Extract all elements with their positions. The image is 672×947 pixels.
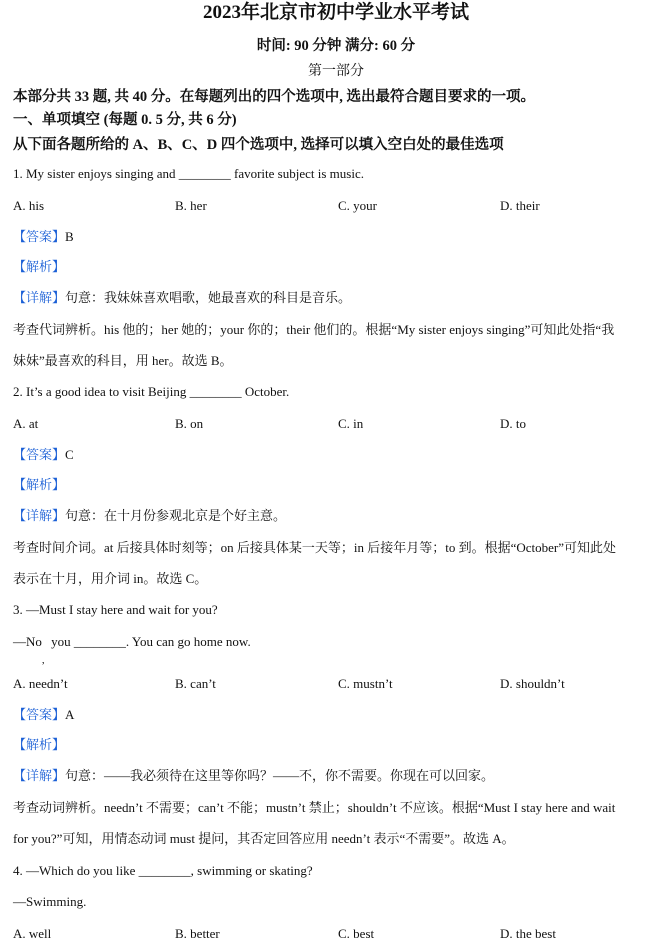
- instruction-line-3: 从下面各题所给的 A、B、C、D 四个选项中, 选择可以填入空白处的最佳选项: [13, 137, 504, 153]
- q3-reply-no: —No: [13, 634, 42, 649]
- analysis-label: 【解析】: [13, 259, 66, 274]
- q2-detail: [13, 507, 664, 525]
- detail-label: 【详解】: [13, 290, 66, 305]
- q3-answer-value: A: [65, 707, 75, 722]
- question-4-stem: 4. —Which do you like ________, swimming or skating?: [13, 863, 313, 878]
- q3-analysis: [13, 736, 664, 754]
- q2-option-d: D. to: [500, 416, 526, 431]
- answer-label: 【答案】: [13, 229, 66, 244]
- q1-option-a: A. his: [13, 198, 45, 213]
- q3-option-d: D. shouldn’t: [500, 676, 565, 691]
- q1-detail-text: 句意：我妹妹喜欢唱歌，她最喜欢的科目是音乐。: [65, 290, 352, 305]
- answer-label: 【答案】: [13, 447, 66, 462]
- instruction-line-1: 本部分共 33 题, 共 40 分。在每题列出的四个选项中, 选出最符合题目要求的一项。: [13, 89, 535, 105]
- question-3-stem: 3. —Must I stay here and wait for you?: [13, 602, 218, 617]
- q3-option-b: B. can’t: [175, 676, 216, 691]
- q4-option-a: A. well: [13, 926, 52, 941]
- q4-option-d: D. the best: [500, 926, 556, 941]
- q1-option-d: D. their: [500, 198, 540, 213]
- q3-detail-text: 句意：——我必须待在这里等你吗？——不，你不需要。你现在可以回家。: [65, 768, 495, 783]
- q2-explain-2: 表示在十月，用介词 in。故选 C。: [13, 571, 208, 586]
- q2-detail-text: 句意：在十月份参观北京是个好主意。: [65, 508, 287, 523]
- q4-option-c: C. best: [338, 926, 375, 941]
- q3-explain-1: 考查动词辨析。needn’t 不需要；can’t 不能；mustn’t 禁止；shouldn’t 不应该。根据“Must I stay here and wait: [13, 800, 616, 815]
- q2-option-a: A. at: [13, 416, 39, 431]
- section-heading: 一、单项填空 (每题 0. 5 分, 共 6 分): [13, 112, 237, 128]
- q3-option-a: A. needn’t: [13, 676, 68, 691]
- q2-option-b: B. on: [175, 416, 204, 431]
- q2-analysis: [13, 476, 664, 494]
- q1-answer-value: B: [65, 229, 74, 244]
- analysis-label: 【解析】: [13, 477, 66, 492]
- analysis-label: 【解析】: [13, 737, 66, 752]
- question-3-reply: —No , you ________. You can go home now.: [13, 634, 251, 666]
- q2-answer: [13, 446, 664, 464]
- q3-detail: [13, 767, 664, 785]
- detail-label: 【详解】: [13, 508, 66, 523]
- exam-time-info: 时间: 90 分钟 满分: 60 分: [256, 38, 416, 54]
- q1-detail: [13, 289, 664, 307]
- q3-answer: [13, 706, 664, 724]
- q1-analysis: [13, 258, 664, 276]
- q1-answer: [13, 228, 664, 246]
- part-heading: 第一部分: [308, 64, 364, 79]
- q3-explain-2: for you?”可知，用情态动词 must 提问，其否定回答应用 needn’t 表示“不需要”。故选 A。: [13, 831, 515, 846]
- q4-option-b: B. better: [175, 926, 220, 941]
- q2-explain-1: 考查时间介词。at 后接具体时刻等；on 后接具体某一天等；in 后接年月等；to 到。根据“October”可知此处: [13, 540, 617, 555]
- question-1-stem: 1. My sister enjoys singing and ________ favorite subject is music.: [13, 166, 364, 181]
- q2-answer-value: C: [65, 447, 74, 462]
- q1-explain-2: 妹妹”最喜欢的科目，用 her。故选 B。: [13, 353, 233, 368]
- q1-option-b: B. her: [175, 198, 207, 213]
- q1-option-c: C. your: [338, 198, 377, 213]
- detail-label: 【详解】: [13, 768, 66, 783]
- q3-reply-rest: you ________. You can go home now.: [51, 634, 251, 649]
- page-title: 2023年北京市初中学业水平考试: [202, 2, 469, 23]
- question-4-reply: —Swimming.: [13, 894, 87, 909]
- question-2-stem: 2. It’s a good idea to visit Beijing ________ October.: [13, 384, 290, 399]
- q2-option-c: C. in: [338, 416, 364, 431]
- answer-label: 【答案】: [13, 707, 66, 722]
- q3-option-c: C. mustn’t: [338, 676, 393, 691]
- q1-explain-1: 考查代词辨析。his 他的；her 她的；your 你的；their 他们的。根据“My sister enjoys singing”可知此处指“我: [13, 322, 615, 337]
